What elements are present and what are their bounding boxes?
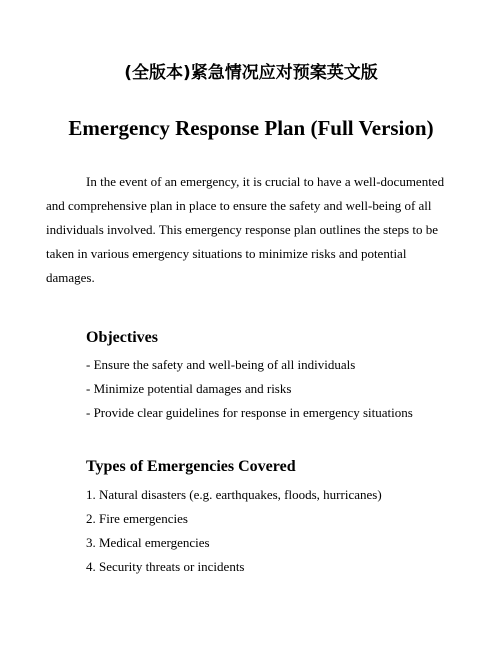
list-item: 1. Natural disasters (e.g. earthquakes, floods, hurricanes) xyxy=(86,487,382,502)
chinese-title: (全版本)紧急情况应对预案英文版 xyxy=(124,63,378,83)
english-title: Emergency Response Plan (Full Version) xyxy=(68,116,434,140)
objectives-heading: Objectives xyxy=(86,329,158,346)
list-item: - Ensure the safety and well-being of all individuals xyxy=(86,357,356,372)
emergency-types-list xyxy=(86,483,382,579)
list-item: - Minimize potential damages and risks xyxy=(86,381,292,396)
list-item: 3. Medical emergencies xyxy=(86,535,210,550)
list-item: 4. Security threats or incidents xyxy=(86,559,245,574)
objectives-list xyxy=(86,353,413,425)
list-item: 2. Fire emergencies xyxy=(86,511,188,526)
intro-paragraph: In the event of an emergency, it is crucial to have a well-documented and comprehensive plan in place to ensure the safety and well-being of all individuals involved. This emergency response plan outlines the steps to be taken in various emergency situations to minimize risks and potential damages. xyxy=(46,174,445,285)
list-item: - Provide clear guidelines for response in emergency situations xyxy=(86,405,413,420)
emergency-types-heading: Types of Emergencies Covered xyxy=(86,458,296,475)
